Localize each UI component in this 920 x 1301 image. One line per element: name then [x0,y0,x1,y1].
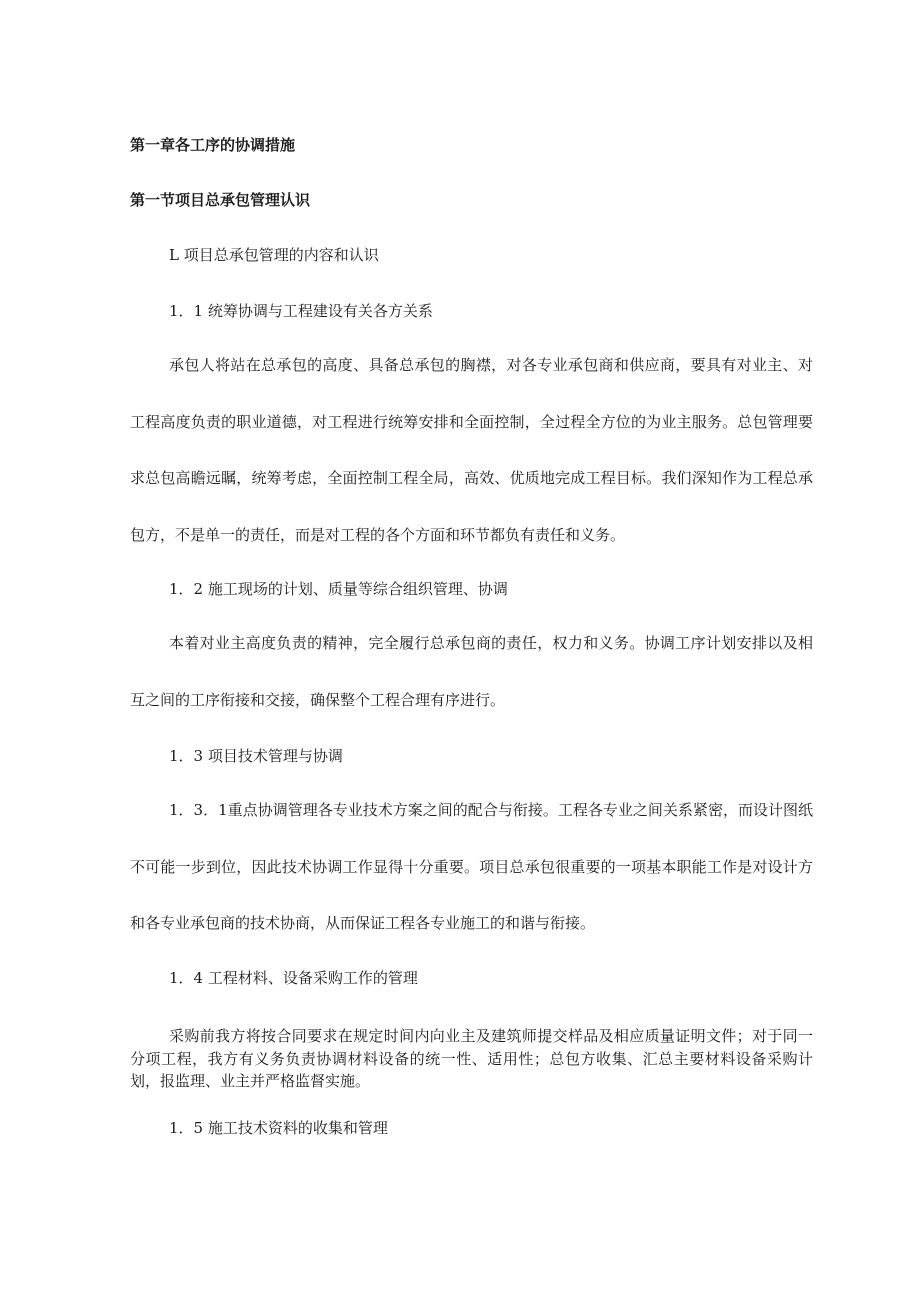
item-1-3-heading: 1．3 项目技术管理与协调 [169,747,343,765]
paragraph-1-4: 采购前我方将按合同要求在规定时间内向业主及建筑师提交样品及相应质量证明文件；对于同一分项工程，我方有义务负责协调材料设备的统一性、适用性；总包方收集、汇总主要材料设备采购计划，报监理、业主并严格监督实施。 [130,1027,813,1090]
chapter-title: 第一章各工序的协调措施 [130,136,296,154]
item-1-4-heading: 1．4 工程材料、设备采购工作的管理 [169,969,418,987]
paragraph-1-2: 本着对业主高度负责的精神，完全履行总承包商的责任，权力和义务。协调工序计划安排以及相互之间的工序衔接和交接，确保整个工程合理有序进行。 [130,634,813,709]
paragraph-1-3-1: 1．3．1重点协调管理各专业技术方案之间的配合与衔接。工程各专业之间关系紧密，而设计图纸不可能一步到位，因此技术协调工作显得十分重要。项目总承包很重要的一项基本职能工作是对设计方和各专业承包商的技术协商，从而保证工程各专业施工的和谐与衔接。 [130,801,813,932]
item-1-1-heading: 1．1 统筹协调与工程建设有关各方关系 [169,302,433,320]
item-1-heading: L 项目总承包管理的内容和认识 [169,246,379,264]
item-1-2-heading: 1．2 施工现场的计划、质量等综合组织管理、协调 [169,580,508,598]
section-title: 第一节项目总承包管理认识 [130,191,311,209]
paragraph-1-1: 承包人将站在总承包的高度、具备总承包的胸襟，对各专业承包商和供应商，要具有对业主、对工程高度负责的职业道德，对工程进行统筹安排和全面控制，全过程全方位的为业主服务。总包管理要求总包高瞻远瞩，统筹考虑，全面控制工程全局，高效、优质地完成工程目标。我们深知作为工程总承包方，不是单一的责任，而是对工程的各个方面和环节都负有责任和义务。 [130,356,813,544]
item-1-5-heading: 1．5 施工技术资料的收集和管理 [169,1119,388,1137]
